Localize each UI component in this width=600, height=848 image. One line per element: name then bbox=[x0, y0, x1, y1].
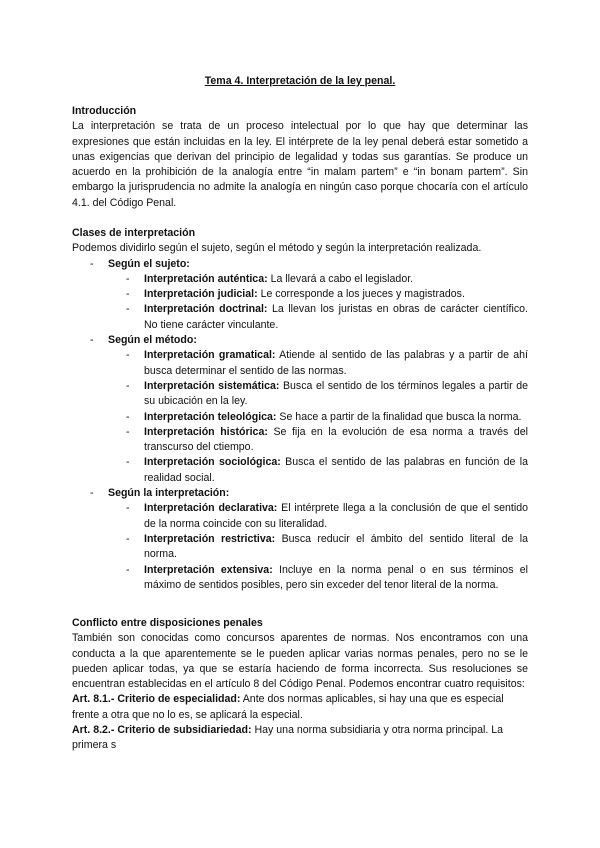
item-desc: Busca el sentido de los términos legales a partir de su ubicación en la ley. bbox=[144, 379, 528, 408]
conflicto-section bbox=[72, 616, 528, 754]
item-term: Interpretación declarativa: bbox=[144, 502, 278, 515]
dash-marker: - bbox=[90, 487, 94, 500]
article-desc: Hay una norma subsidiaria y otra norma principal. La primera s bbox=[72, 724, 503, 752]
conflicto-heading: Conflicto entre disposiciones penales bbox=[72, 617, 263, 629]
list-item: - Interpretación sistemática: Busca el sentido de los términos legales a partir de su ubicación en la ley. bbox=[126, 379, 528, 408]
dash-marker: - bbox=[90, 334, 94, 347]
item-term: Interpretación gramatical: bbox=[144, 349, 276, 362]
list-item: - Interpretación judicial: Le corresponde a los jueces y magistrados. bbox=[126, 288, 465, 301]
item-desc: Se hace a partir de la finalidad que busca la norma. bbox=[279, 410, 522, 423]
item-term: Interpretación judicial: bbox=[144, 288, 258, 301]
item-term: Interpretación extensiva: bbox=[144, 563, 273, 576]
item-term: Interpretación restrictiva: bbox=[144, 532, 276, 545]
intro-section bbox=[72, 104, 528, 211]
list-item: - Interpretación histórica: Se fija en la evolución de esa norma a través del transcurso del ctiempo. bbox=[126, 425, 528, 454]
group-metodo bbox=[72, 333, 528, 348]
item-desc: Se fija en la evolución de esa norma a través del transcurso del ctiempo. bbox=[144, 425, 528, 454]
item-desc: Busca reducir el ámbito del sentido literal de la norma. bbox=[144, 532, 528, 561]
list-item: - Interpretación gramatical: Atiende al sentido de las palabras y a partir de ahí busca determinar el sentido de las normas. bbox=[126, 349, 529, 377]
item-desc: Incluye en la norma penal o en sus términos el máximo de sentidos posibles, pero sin exceder del tenor literal de la norma. bbox=[144, 563, 529, 591]
list-item: - Interpretación teleológica: Se hace a partir de la finalidad que busca la norma. bbox=[126, 410, 522, 423]
group-label: Según la interpretación: bbox=[108, 487, 230, 500]
list-item: - Interpretación restrictiva: Busca reducir el ámbito del sentido literal de la norma. bbox=[126, 532, 528, 561]
page-title: Tema 4. Interpretación de la ley penal. bbox=[204, 75, 396, 87]
article-8-2 bbox=[72, 723, 528, 754]
list-item: - Interpretación doctrinal: La llevan los juristas en obras de carácter científico. No tiene carácter vinculante. bbox=[126, 303, 528, 331]
group-label: Según el sujeto: bbox=[108, 257, 190, 270]
list-item: - Interpretación extensiva: Incluye en la norma penal o en sus términos el máximo de sentidos posibles, pero sin exceder del tenor literal de la norma. bbox=[126, 563, 529, 591]
item-term: Interpretación sistemática: bbox=[144, 379, 280, 392]
intro-paragraph: La interpretación se trata de un proceso intelectual por lo que hay que determinar las expresiones que están incluidas en la ley. El intérprete de la ley penal deberá estar sometido a unas exigencias que derivan del principio de legalidad y todas sus garantías. Se produce un acuerdo en la prohibición de la analogía entre “in malam partem” e “in bonam partem”. Sin embargo la jurisprudencia no admite la analogía en ningún caso porque chocaría con el artículo 4.1. del Código Penal. bbox=[72, 120, 528, 209]
article-8-1 bbox=[72, 692, 528, 723]
group-sujeto bbox=[72, 257, 528, 272]
item-desc: Atiende al sentido de las palabras y a partir de ahí busca determinar el sentido de las normas. bbox=[144, 349, 529, 377]
article-ref: Art. 8.1.- Criterio de especialidad: bbox=[72, 693, 241, 706]
item-desc: La llevan los juristas en obras de carácter científico. No tiene carácter vinculante. bbox=[144, 303, 528, 331]
item-desc: Le corresponde a los jueces y magistrados. bbox=[260, 288, 465, 301]
dash-marker: - bbox=[90, 257, 94, 270]
group-interpretacion bbox=[72, 486, 528, 501]
list-item: - Interpretación sociológica: Busca el sentido de las palabras en función de la realidad social. bbox=[126, 456, 528, 484]
item-term: Interpretación sociológica: bbox=[144, 456, 281, 469]
item-term: Interpretación doctrinal: bbox=[144, 303, 268, 316]
clases-paragraph: Podemos dividirlo según el sujeto, según el método y según la interpretación realizada. bbox=[72, 242, 482, 255]
group-label: Según el método: bbox=[108, 334, 197, 347]
item-term: Interpretación teleológica: bbox=[144, 410, 277, 423]
item-desc: La llevará a cabo el legislador. bbox=[270, 272, 414, 285]
clases-heading: Clases de interpretación bbox=[72, 227, 196, 239]
list-item: - Interpretación declarativa: El intérprete llega a la conclusión de que el sentido de la norma coincide con su literalidad. bbox=[126, 502, 529, 530]
item-term: Interpretación histórica: bbox=[144, 425, 268, 438]
item-term: Interpretación auténtica: bbox=[144, 272, 268, 285]
article-desc: Ante dos normas aplicables, si hay una que es especial frente a otra que no lo es, se aplicará la especial. bbox=[72, 693, 504, 721]
conflicto-paragraph: También son conocidas como concursos aparentes de normas. Nos encontramos con una conducta a la que aparentemente se le pueden aplicar varias normas penales, pero no se le pueden aplicar todas, ya que se estaría haciendo de forma incorrecta. Sus resoluciones se encuentran establecidas en el artículo 8 del Código Penal. Podemos encontrar cuatro requisitos: bbox=[72, 632, 528, 691]
list-item: - Interpretación auténtica: La llevará a cabo el legislador. bbox=[126, 272, 414, 285]
article-ref: Art. 8.2.- Criterio de subsidiariedad: bbox=[72, 724, 252, 737]
item-desc: Busca el sentido de las palabras en función de la realidad social. bbox=[144, 456, 528, 484]
clases-section bbox=[72, 226, 528, 593]
intro-heading: Introducción bbox=[72, 105, 137, 117]
item-desc: El intérprete llega a la conclusión de que el sentido de la norma coincide con su literalidad. bbox=[144, 502, 529, 530]
